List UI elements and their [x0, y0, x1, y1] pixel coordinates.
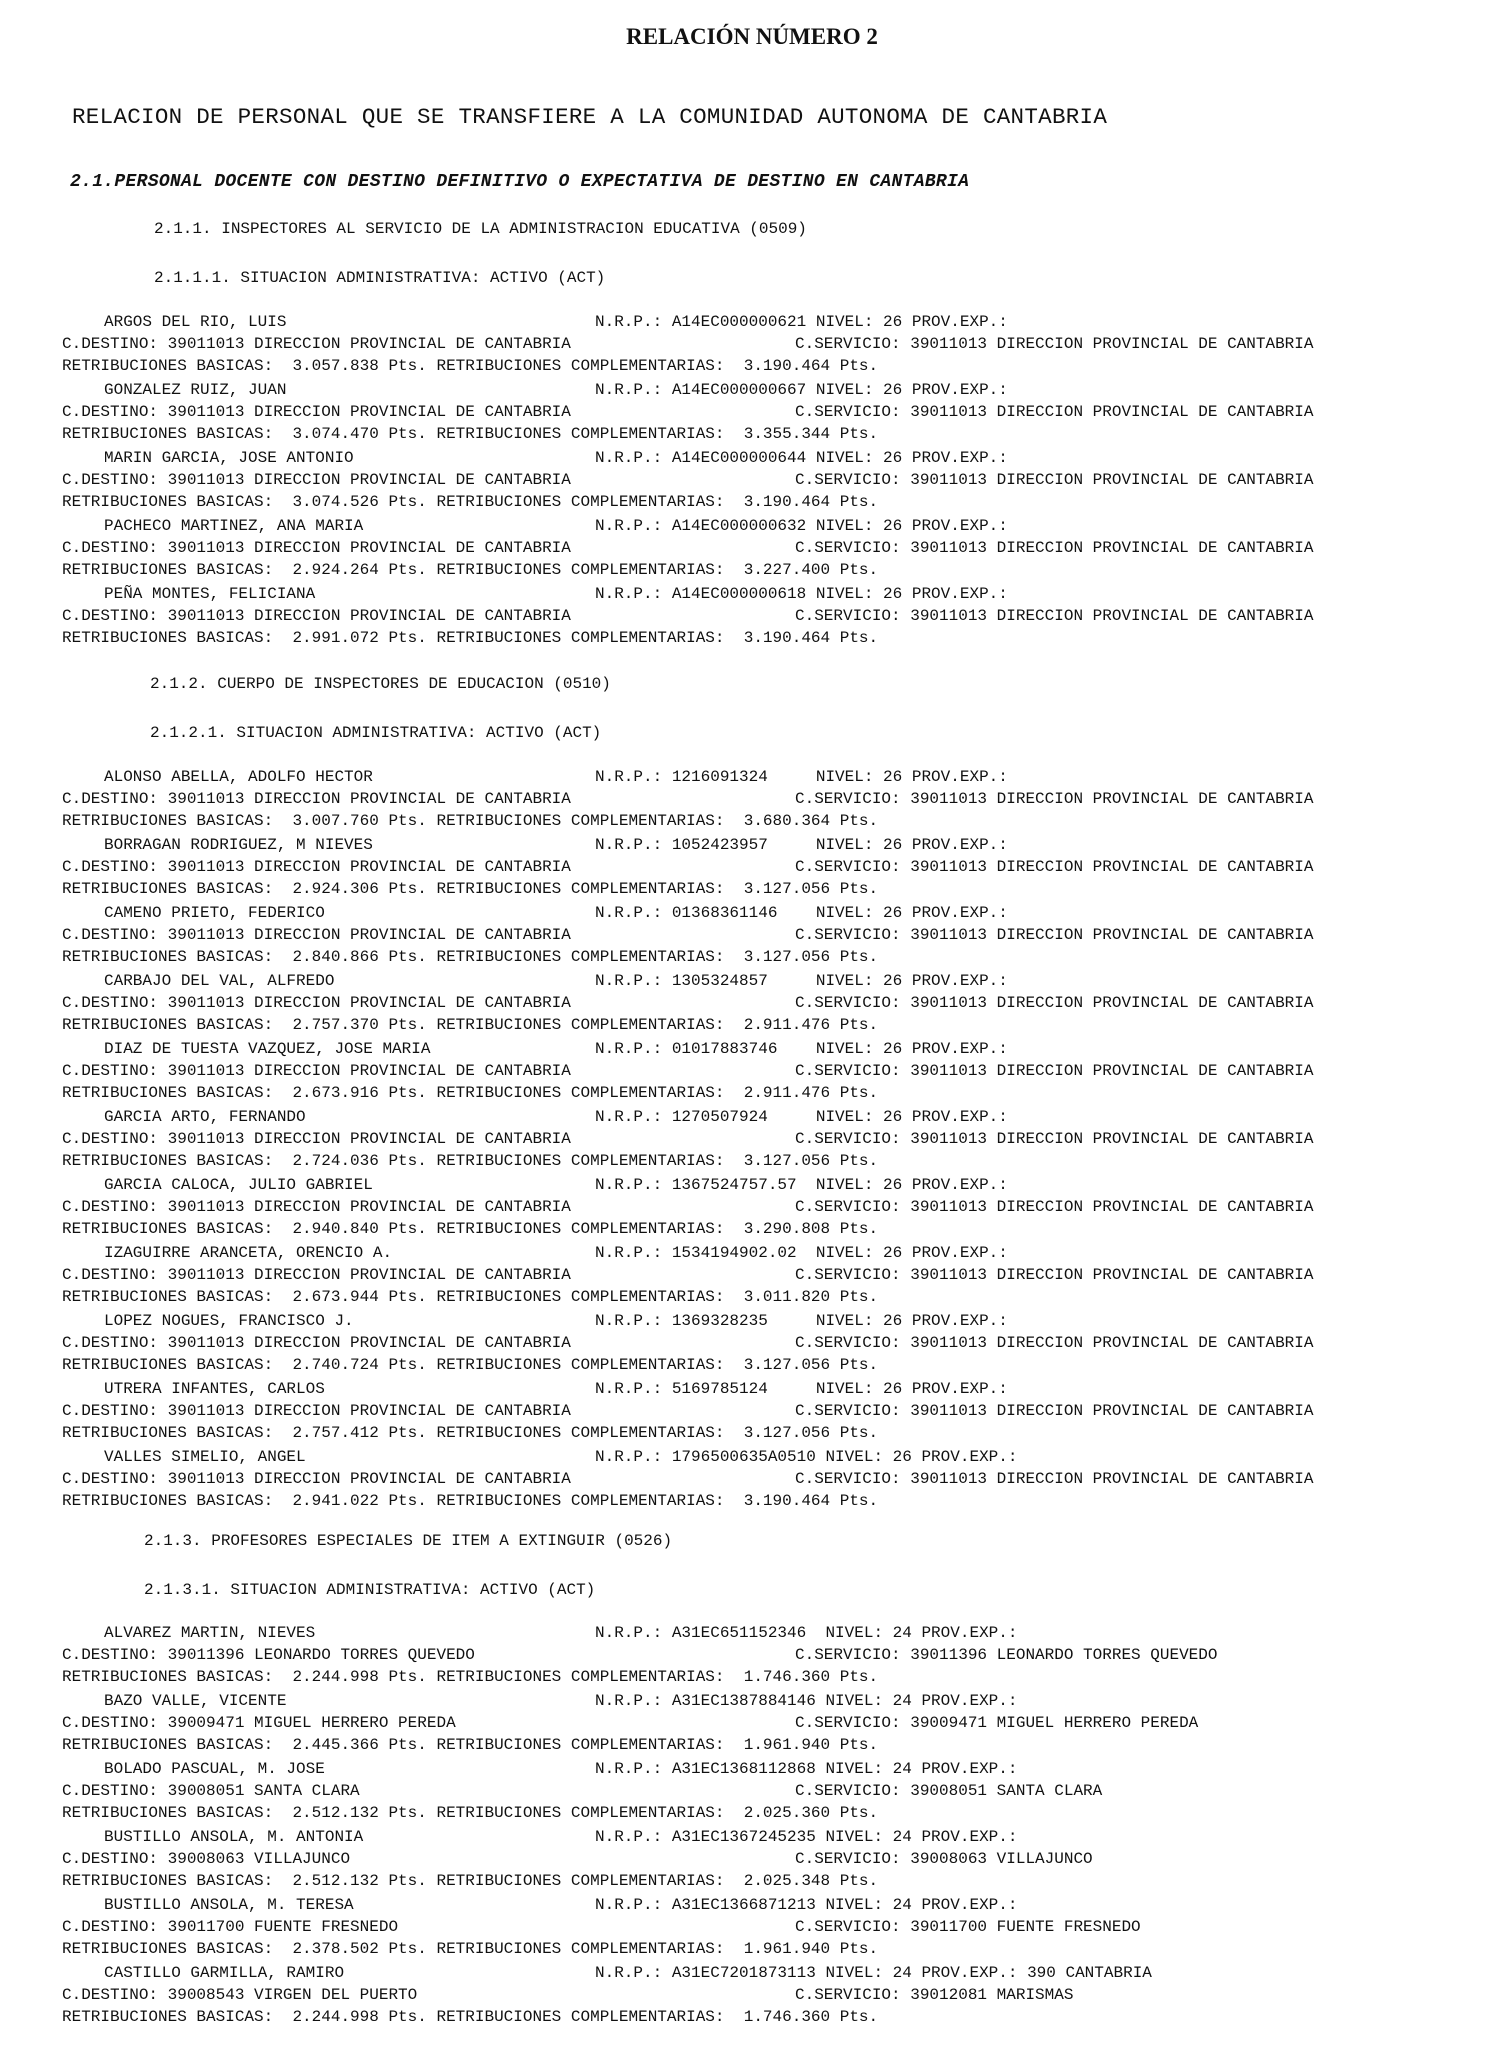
employee-nrp: N.R.P.: 1367524757.57 NIVEL: 26 PROV.EXP.: [595, 1176, 1008, 1194]
destino-center: C.DESTINO: 39011013 DIRECCION PROVINCIAL DE CANTABRIA [62, 1402, 571, 1420]
employee-name: GARCIA ARTO, FERNANDO [104, 1108, 306, 1126]
employee-nrp: N.R.P.: A14EC000000621 NIVEL: 26 PROV.EXP.: [595, 313, 1008, 331]
destino-center: C.DESTINO: 39011013 DIRECCION PROVINCIAL DE CANTABRIA [62, 335, 571, 353]
servicio-center: C.SERVICIO: 39011013 DIRECCION PROVINCIAL DE CANTABRIA [795, 1334, 1314, 1352]
retribuciones-line: RETRIBUCIONES BASICAS: 2.724.036 Pts. RETRIBUCIONES COMPLEMENTARIAS: 3.127.056 Pts. [62, 1152, 879, 1170]
document-subtitle: RELACION DE PERSONAL QUE SE TRANSFIERE A LA COMUNIDAD AUTONOMA DE CANTABRIA [72, 104, 1108, 130]
retribuciones-line: RETRIBUCIONES BASICAS: 2.445.366 Pts. RETRIBUCIONES COMPLEMENTARIAS: 1.961.940 Pts. [62, 1736, 879, 1754]
employee-name: BUSTILLO ANSOLA, M. ANTONIA [104, 1828, 364, 1846]
list-item [0, 1242, 1504, 1308]
destino-center: C.DESTINO: 39011013 DIRECCION PROVINCIAL DE CANTABRIA [62, 1470, 571, 1488]
employee-nrp: N.R.P.: 1369328235 NIVEL: 26 PROV.EXP.: [595, 1312, 1008, 1330]
employee-name: MARIN GARCIA, JOSE ANTONIO [104, 449, 354, 467]
group-subheading: 2.1.2.1. SITUACION ADMINISTRATIVA: ACTIVO (ACT) [150, 724, 602, 742]
servicio-center: C.SERVICIO: 39011013 DIRECCION PROVINCIAL DE CANTABRIA [795, 335, 1314, 353]
servicio-center: C.SERVICIO: 39011013 DIRECCION PROVINCIAL DE CANTABRIA [795, 1470, 1314, 1488]
list-item [0, 1446, 1504, 1512]
retribuciones-line: RETRIBUCIONES BASICAS: 2.924.264 Pts. RETRIBUCIONES COMPLEMENTARIAS: 3.227.400 Pts. [62, 561, 879, 579]
servicio-center: C.SERVICIO: 39011013 DIRECCION PROVINCIAL DE CANTABRIA [795, 926, 1314, 944]
servicio-center: C.SERVICIO: 39011013 DIRECCION PROVINCIAL DE CANTABRIA [795, 858, 1314, 876]
servicio-center: C.SERVICIO: 39011013 DIRECCION PROVINCIAL DE CANTABRIA [795, 539, 1314, 557]
destino-center: C.DESTINO: 39011013 DIRECCION PROVINCIAL DE CANTABRIA [62, 1130, 571, 1148]
employee-name: BAZO VALLE, VICENTE [104, 1692, 287, 1710]
destino-center: C.DESTINO: 39011013 DIRECCION PROVINCIAL DE CANTABRIA [62, 539, 571, 557]
servicio-center: C.SERVICIO: 39009471 MIGUEL HERRERO PEREDA [795, 1714, 1199, 1732]
destino-center: C.DESTINO: 39011396 LEONARDO TORRES QUEVEDO [62, 1646, 475, 1664]
employee-name: CAMENO PRIETO, FEDERICO [104, 904, 325, 922]
group-heading: 2.1.3. PROFESORES ESPECIALES DE ITEM A EXTINGUIR (0526) [144, 1532, 673, 1550]
employee-name: UTRERA INFANTES, CARLOS [104, 1380, 325, 1398]
retribuciones-line: RETRIBUCIONES BASICAS: 2.512.132 Pts. RETRIBUCIONES COMPLEMENTARIAS: 2.025.360 Pts. [62, 1804, 879, 1822]
servicio-center: C.SERVICIO: 39011013 DIRECCION PROVINCIAL DE CANTABRIA [795, 1402, 1314, 1420]
destino-center: C.DESTINO: 39011013 DIRECCION PROVINCIAL DE CANTABRIA [62, 1334, 571, 1352]
servicio-center: C.SERVICIO: 39011396 LEONARDO TORRES QUEVEDO [795, 1646, 1218, 1664]
retribuciones-line: RETRIBUCIONES BASICAS: 2.757.412 Pts. RETRIBUCIONES COMPLEMENTARIAS: 3.127.056 Pts. [62, 1424, 879, 1442]
group-subheading: 2.1.1.1. SITUACION ADMINISTRATIVA: ACTIVO (ACT) [154, 269, 606, 287]
list-item [0, 583, 1504, 649]
retribuciones-line: RETRIBUCIONES BASICAS: 2.512.132 Pts. RETRIBUCIONES COMPLEMENTARIAS: 2.025.348 Pts. [62, 1872, 879, 1890]
destino-center: C.DESTINO: 39011013 DIRECCION PROVINCIAL DE CANTABRIA [62, 790, 571, 808]
destino-center: C.DESTINO: 39011013 DIRECCION PROVINCIAL DE CANTABRIA [62, 607, 571, 625]
servicio-center: C.SERVICIO: 39011013 DIRECCION PROVINCIAL DE CANTABRIA [795, 1130, 1314, 1148]
employee-name: DIAZ DE TUESTA VAZQUEZ, JOSE MARIA [104, 1040, 431, 1058]
destino-center: C.DESTINO: 39008063 VILLAJUNCO [62, 1850, 351, 1868]
employee-nrp: N.R.P.: 1534194902.02 NIVEL: 26 PROV.EXP.: [595, 1244, 1008, 1262]
list-item [0, 447, 1504, 513]
group-heading: 2.1.2. CUERPO DE INSPECTORES DE EDUCACION (0510) [150, 675, 611, 693]
employee-name: LOPEZ NOGUES, FRANCISCO J. [104, 1312, 354, 1330]
employee-nrp: N.R.P.: A14EC000000644 NIVEL: 26 PROV.EXP.: [595, 449, 1008, 467]
retribuciones-line: RETRIBUCIONES BASICAS: 3.007.760 Pts. RETRIBUCIONES COMPLEMENTARIAS: 3.680.364 Pts. [62, 812, 879, 830]
employee-nrp: N.R.P.: A14EC000000618 NIVEL: 26 PROV.EXP.: [595, 585, 1008, 603]
retribuciones-line: RETRIBUCIONES BASICAS: 2.673.944 Pts. RETRIBUCIONES COMPLEMENTARIAS: 3.011.820 Pts. [62, 1288, 879, 1306]
servicio-center: C.SERVICIO: 39011013 DIRECCION PROVINCIAL DE CANTABRIA [795, 1198, 1314, 1216]
list-item [0, 1690, 1504, 1756]
servicio-center: C.SERVICIO: 39011013 DIRECCION PROVINCIAL DE CANTABRIA [795, 607, 1314, 625]
retribuciones-line: RETRIBUCIONES BASICAS: 2.378.502 Pts. RETRIBUCIONES COMPLEMENTARIAS: 1.961.940 Pts. [62, 1940, 879, 1958]
servicio-center: C.SERVICIO: 39008063 VILLAJUNCO [795, 1850, 1093, 1868]
employee-nrp: N.R.P.: A31EC1367245235 NIVEL: 24 PROV.EXP.: [595, 1828, 1018, 1846]
employee-nrp: N.R.P.: 5169785124 NIVEL: 26 PROV.EXP.: [595, 1380, 1008, 1398]
list-item [0, 1962, 1504, 2028]
retribuciones-line: RETRIBUCIONES BASICAS: 3.057.838 Pts. RETRIBUCIONES COMPLEMENTARIAS: 3.190.464 Pts. [62, 357, 879, 375]
destino-center: C.DESTINO: 39009471 MIGUEL HERRERO PEREDA [62, 1714, 456, 1732]
list-item [0, 1378, 1504, 1444]
servicio-center: C.SERVICIO: 39011013 DIRECCION PROVINCIAL DE CANTABRIA [795, 403, 1314, 421]
employee-nrp: N.R.P.: 1796500635A0510 NIVEL: 26 PROV.EXP.: [595, 1448, 1018, 1466]
destino-center: C.DESTINO: 39011013 DIRECCION PROVINCIAL DE CANTABRIA [62, 1062, 571, 1080]
section-title: 2.1.PERSONAL DOCENTE CON DESTINO DEFINITIVO O EXPECTATIVA DE DESTINO EN CANTABRIA [70, 172, 970, 192]
employee-name: CARBAJO DEL VAL, ALFREDO [104, 972, 335, 990]
destino-center: C.DESTINO: 39011013 DIRECCION PROVINCIAL DE CANTABRIA [62, 994, 571, 1012]
list-item [0, 1310, 1504, 1376]
retribuciones-line: RETRIBUCIONES BASICAS: 2.924.306 Pts. RETRIBUCIONES COMPLEMENTARIAS: 3.127.056 Pts. [62, 880, 879, 898]
list-item [0, 766, 1504, 832]
list-item [0, 970, 1504, 1036]
list-item [0, 1622, 1504, 1688]
employee-name: BOLADO PASCUAL, M. JOSE [104, 1760, 325, 1778]
employee-name: ALONSO ABELLA, ADOLFO HECTOR [104, 768, 373, 786]
employee-name: ALVAREZ MARTIN, NIEVES [104, 1624, 316, 1642]
destino-center: C.DESTINO: 39011013 DIRECCION PROVINCIAL DE CANTABRIA [62, 1266, 571, 1284]
servicio-center: C.SERVICIO: 39011013 DIRECCION PROVINCIAL DE CANTABRIA [795, 1266, 1314, 1284]
employee-nrp: N.R.P.: A31EC651152346 NIVEL: 24 PROV.EXP.: [595, 1624, 1018, 1642]
employee-nrp: N.R.P.: 1052423957 NIVEL: 26 PROV.EXP.: [595, 836, 1008, 854]
destino-center: C.DESTINO: 39011013 DIRECCION PROVINCIAL DE CANTABRIA [62, 926, 571, 944]
employee-name: ARGOS DEL RIO, LUIS [104, 313, 287, 331]
retribuciones-line: RETRIBUCIONES BASICAS: 2.757.370 Pts. RETRIBUCIONES COMPLEMENTARIAS: 2.911.476 Pts. [62, 1016, 879, 1034]
destino-center: C.DESTINO: 39011013 DIRECCION PROVINCIAL DE CANTABRIA [62, 1198, 571, 1216]
retribuciones-line: RETRIBUCIONES BASICAS: 2.940.840 Pts. RETRIBUCIONES COMPLEMENTARIAS: 3.290.808 Pts. [62, 1220, 879, 1238]
destino-center: C.DESTINO: 39011013 DIRECCION PROVINCIAL DE CANTABRIA [62, 858, 571, 876]
retribuciones-line: RETRIBUCIONES BASICAS: 2.244.998 Pts. RETRIBUCIONES COMPLEMENTARIAS: 1.746.360 Pts. [62, 2008, 879, 2026]
list-item [0, 1174, 1504, 1240]
employee-name: VALLES SIMELIO, ANGEL [104, 1448, 306, 1466]
employee-nrp: N.R.P.: 01368361146 NIVEL: 26 PROV.EXP.: [595, 904, 1008, 922]
employee-nrp: N.R.P.: A14EC000000632 NIVEL: 26 PROV.EXP.: [595, 517, 1008, 535]
group-subheading: 2.1.3.1. SITUACION ADMINISTRATIVA: ACTIVO (ACT) [144, 1581, 596, 1599]
retribuciones-line: RETRIBUCIONES BASICAS: 2.673.916 Pts. RETRIBUCIONES COMPLEMENTARIAS: 2.911.476 Pts. [62, 1084, 879, 1102]
employee-name: CASTILLO GARMILLA, RAMIRO [104, 1964, 345, 1982]
servicio-center: C.SERVICIO: 39011013 DIRECCION PROVINCIAL DE CANTABRIA [795, 1062, 1314, 1080]
servicio-center: C.SERVICIO: 39011013 DIRECCION PROVINCIAL DE CANTABRIA [795, 994, 1314, 1012]
page-title: RELACIÓN NÚMERO 2 [626, 24, 878, 49]
employee-nrp: N.R.P.: A31EC1368112868 NIVEL: 24 PROV.EXP.: [595, 1760, 1018, 1778]
list-item [0, 515, 1504, 581]
employee-nrp: N.R.P.: 1216091324 NIVEL: 26 PROV.EXP.: [595, 768, 1008, 786]
employee-nrp: N.R.P.: A31EC1366871213 NIVEL: 24 PROV.EXP.: [595, 1896, 1018, 1914]
employee-name: PACHECO MARTINEZ, ANA MARIA [104, 517, 364, 535]
servicio-center: C.SERVICIO: 39011013 DIRECCION PROVINCIAL DE CANTABRIA [795, 471, 1314, 489]
group-heading: 2.1.1. INSPECTORES AL SERVICIO DE LA ADMINISTRACION EDUCATIVA (0509) [154, 220, 807, 238]
servicio-center: C.SERVICIO: 39011013 DIRECCION PROVINCIAL DE CANTABRIA [795, 790, 1314, 808]
retribuciones-line: RETRIBUCIONES BASICAS: 2.840.866 Pts. RETRIBUCIONES COMPLEMENTARIAS: 3.127.056 Pts. [62, 948, 879, 966]
destino-center: C.DESTINO: 39011013 DIRECCION PROVINCIAL DE CANTABRIA [62, 403, 571, 421]
employee-nrp: N.R.P.: 1270507924 NIVEL: 26 PROV.EXP.: [595, 1108, 1008, 1126]
destino-center: C.DESTINO: 39008543 VIRGEN DEL PUERTO [62, 1986, 418, 2004]
employee-name: PEÑA MONTES, FELICIANA [104, 585, 316, 603]
servicio-center: C.SERVICIO: 39011700 FUENTE FRESNEDO [795, 1918, 1141, 1936]
list-item [0, 311, 1504, 377]
employee-nrp: N.R.P.: 01017883746 NIVEL: 26 PROV.EXP.: [595, 1040, 1008, 1058]
retribuciones-line: RETRIBUCIONES BASICAS: 3.074.470 Pts. RETRIBUCIONES COMPLEMENTARIAS: 3.355.344 Pts. [62, 425, 879, 443]
list-item [0, 1894, 1504, 1960]
retribuciones-line: RETRIBUCIONES BASICAS: 2.941.022 Pts. RETRIBUCIONES COMPLEMENTARIAS: 3.190.464 Pts. [62, 1492, 879, 1510]
list-item [0, 1106, 1504, 1172]
list-item [0, 1826, 1504, 1892]
employee-name: IZAGUIRRE ARANCETA, ORENCIO A. [104, 1244, 393, 1262]
employee-name: BUSTILLO ANSOLA, M. TERESA [104, 1896, 354, 1914]
servicio-center: C.SERVICIO: 39012081 MARISMAS [795, 1986, 1074, 2004]
retribuciones-line: RETRIBUCIONES BASICAS: 2.991.072 Pts. RETRIBUCIONES COMPLEMENTARIAS: 3.190.464 Pts. [62, 629, 879, 647]
employee-nrp: N.R.P.: A31EC7201873113 NIVEL: 24 PROV.EXP.: 390 CANTABRIA [595, 1964, 1152, 1982]
destino-center: C.DESTINO: 39008051 SANTA CLARA [62, 1782, 360, 1800]
servicio-center: C.SERVICIO: 39008051 SANTA CLARA [795, 1782, 1103, 1800]
list-item [0, 902, 1504, 968]
employee-name: GARCIA CALOCA, JULIO GABRIEL [104, 1176, 373, 1194]
employee-name: BORRAGAN RODRIGUEZ, M NIEVES [104, 836, 373, 854]
destino-center: C.DESTINO: 39011700 FUENTE FRESNEDO [62, 1918, 399, 1936]
list-item [0, 1038, 1504, 1104]
retribuciones-line: RETRIBUCIONES BASICAS: 2.244.998 Pts. RETRIBUCIONES COMPLEMENTARIAS: 1.746.360 Pts. [62, 1668, 879, 1686]
employee-name: GONZALEZ RUIZ, JUAN [104, 381, 287, 399]
list-item [0, 379, 1504, 445]
employee-nrp: N.R.P.: 1305324857 NIVEL: 26 PROV.EXP.: [595, 972, 1008, 990]
employee-nrp: N.R.P.: A14EC000000667 NIVEL: 26 PROV.EXP.: [595, 381, 1008, 399]
employee-nrp: N.R.P.: A31EC1387884146 NIVEL: 24 PROV.EXP.: [595, 1692, 1018, 1710]
retribuciones-line: RETRIBUCIONES BASICAS: 3.074.526 Pts. RETRIBUCIONES COMPLEMENTARIAS: 3.190.464 Pts. [62, 493, 879, 511]
retribuciones-line: RETRIBUCIONES BASICAS: 2.740.724 Pts. RETRIBUCIONES COMPLEMENTARIAS: 3.127.056 Pts. [62, 1356, 879, 1374]
list-item [0, 1758, 1504, 1824]
destino-center: C.DESTINO: 39011013 DIRECCION PROVINCIAL DE CANTABRIA [62, 471, 571, 489]
list-item [0, 834, 1504, 900]
